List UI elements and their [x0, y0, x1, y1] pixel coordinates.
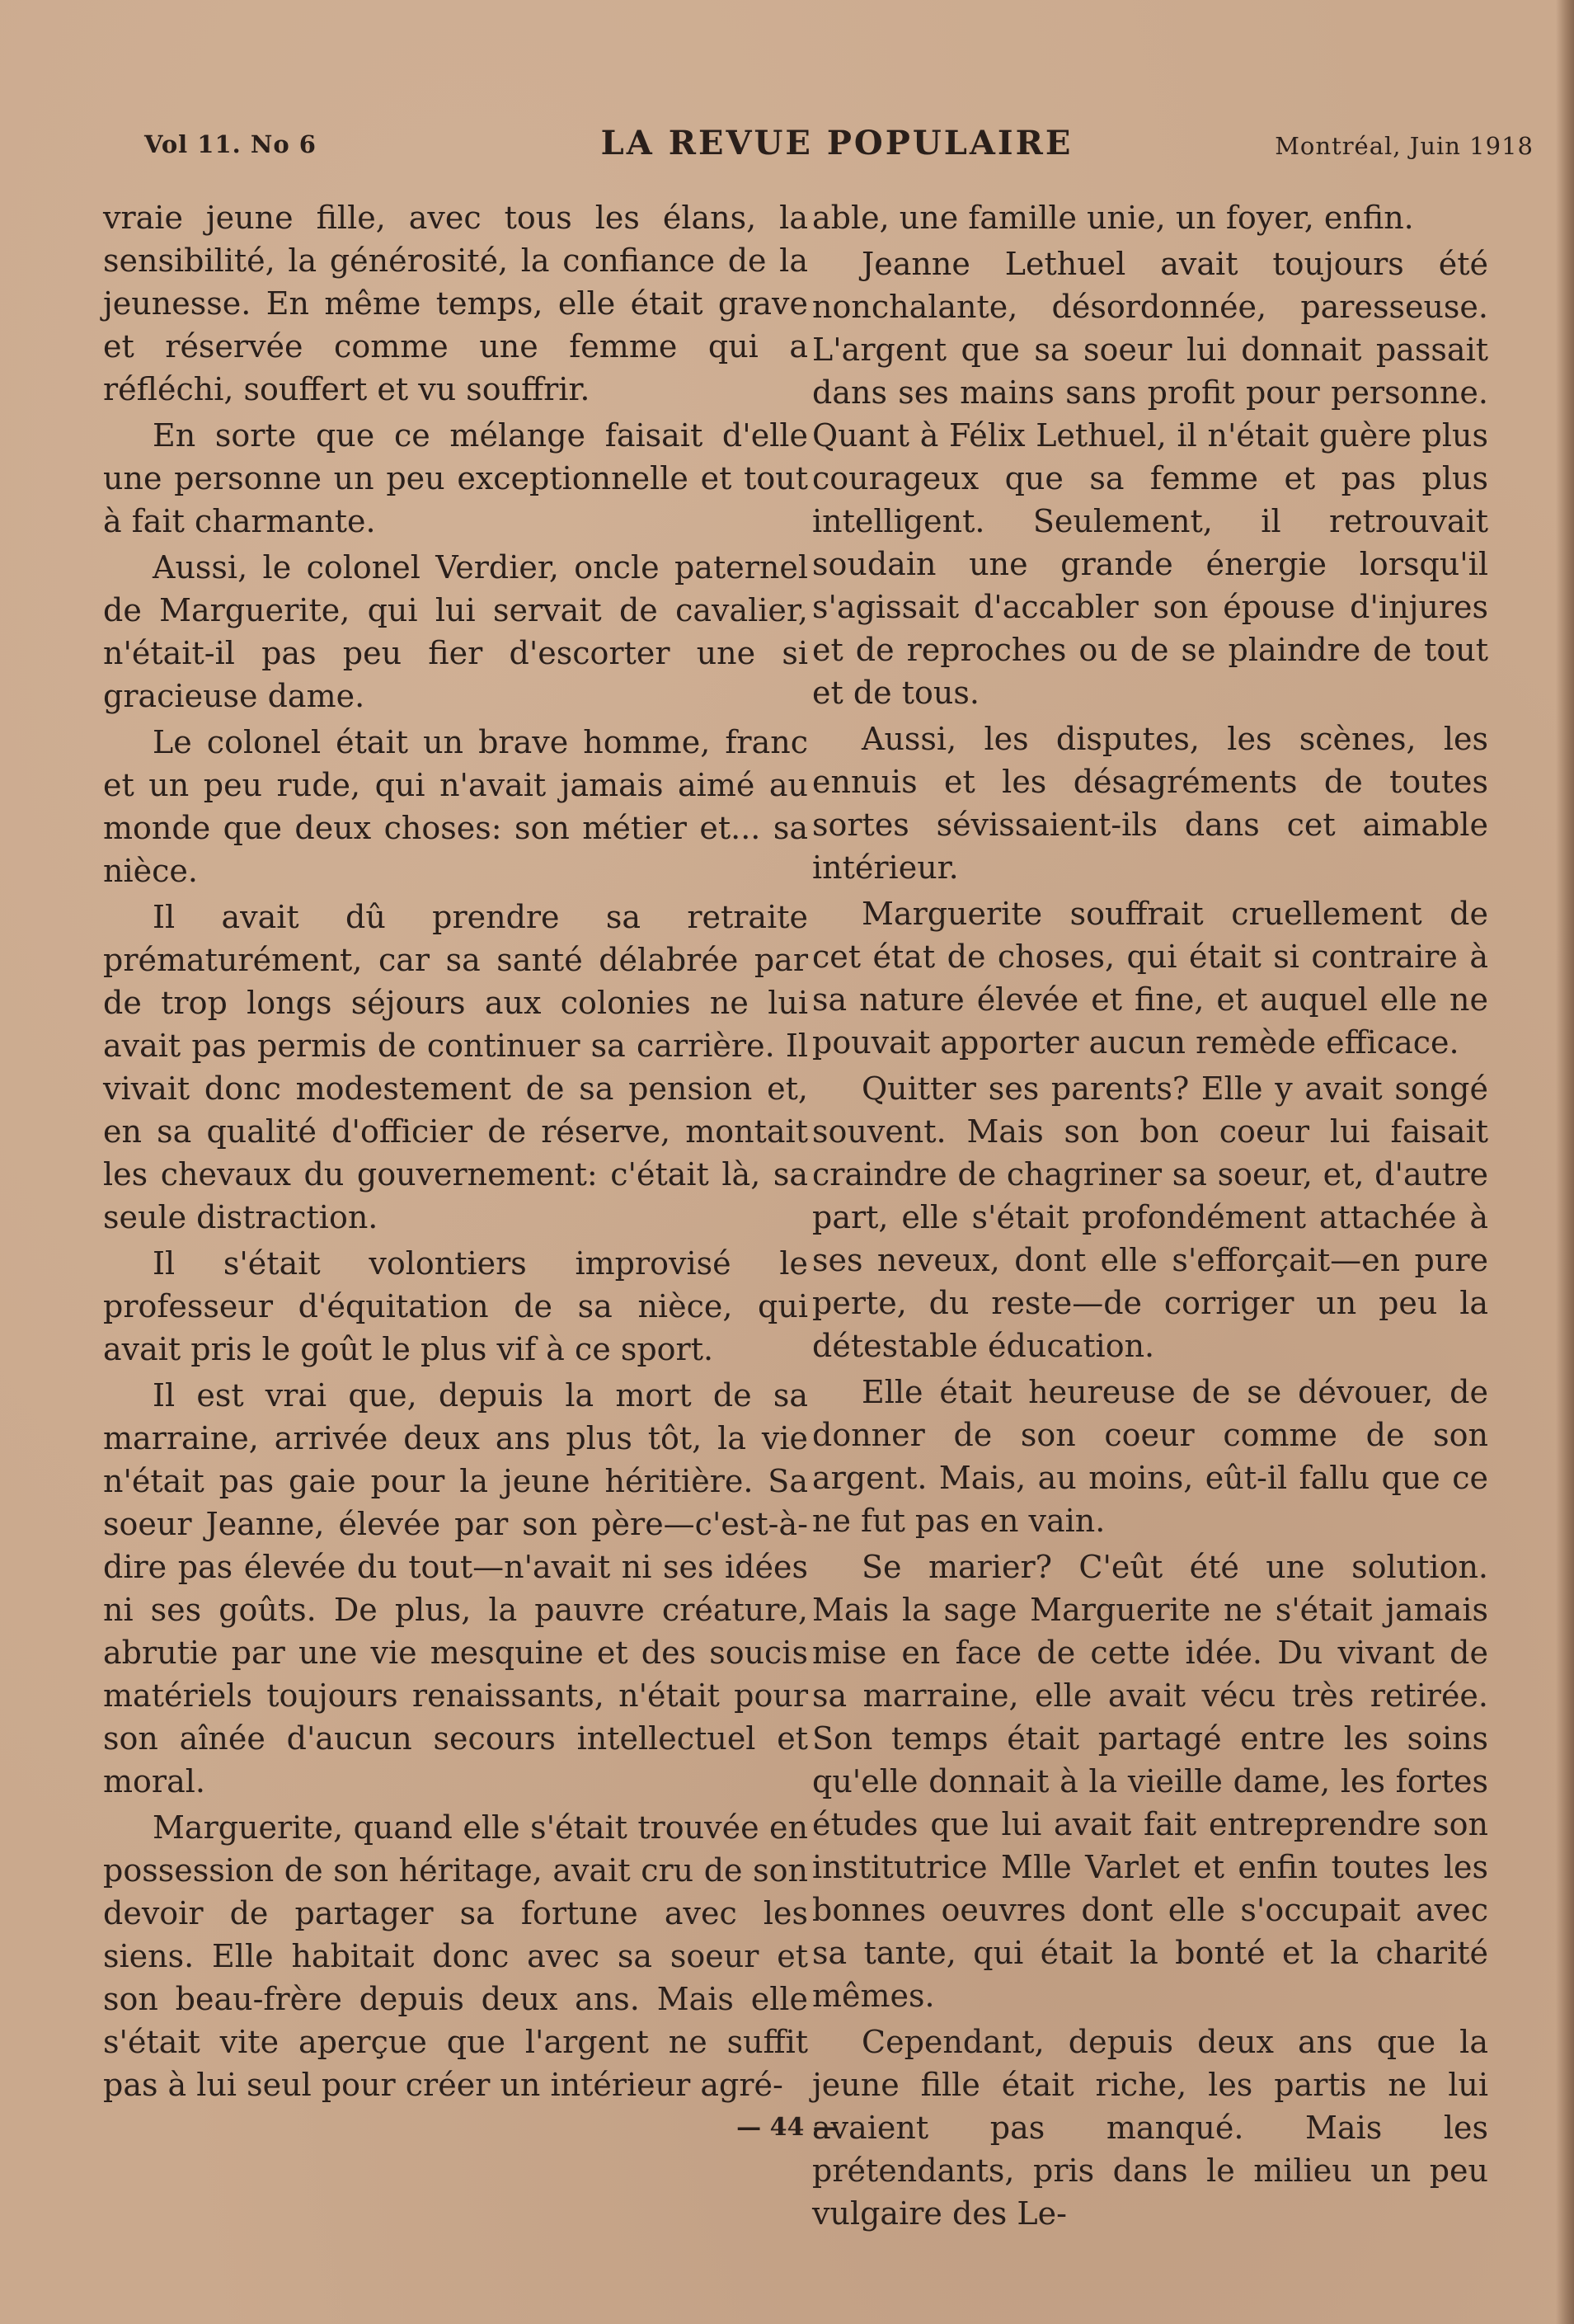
paragraph: Il s'était volontiers improvisé le professeur d'équitation de sa nièce, qui avait pris le goût le plus vif à ce sport. — [103, 1245, 808, 1367]
paragraph: Elle était heureuse de se dévouer, de donner de son coeur comme de son argent. Mais, au moins, eût-il fallu que ce ne fut pas en vain. — [812, 1374, 1488, 1539]
paragraph: Il est vrai que, depuis la mort de sa marraine, arrivée deux ans plus tôt, la vie n'était pas gaie pour la jeune héritière. Sa soeur Jeanne, élevée par son père—c'est-à-dire pas élevée du tout—n'avait ni ses idées ni ses goûts. De plus, la pauvre créature, abrutie par une vie mesquine et des soucis matériels toujours renaissants, n'était pour son aînée d'aucun secours intellectuel et moral. — [103, 1377, 808, 1799]
paragraph: Marguerite souffrait cruellement de cet état de choses, qui était si contraire à sa nature élevée et fine, et auquel elle ne pouvait apporter aucun remède efficace. — [812, 896, 1488, 1061]
page-number: — 44 — — [736, 2113, 838, 2142]
paragraph: Il avait dû prendre sa retraite prématurément, car sa santé délabrée par de trop longs séjours aux colonies ne lui avait pas permis de continuer sa carrière. Il vivait donc modestement de sa pension et, en sa qualité d'officier de réserve, montait les chevaux du gouvernement: c'était là, sa seule distraction. — [103, 899, 808, 1235]
left-column — [103, 196, 808, 2110]
paragraph: able, une famille unie, un foyer, enfin. — [812, 200, 1414, 236]
paragraph: Cependant, depuis deux ans que la jeune fille était riche, les partis ne lui avaient pas manqué. Mais les prétendants, pris dans le milieu un peu vulgaire des Le- — [812, 2024, 1488, 2232]
paragraph: Jeanne Lethuel avait toujours été nonchalante, désordonnée, paresseuse. L'argent que sa soeur lui donnait passait dans ses mains sans profit pour personne. Quant à Félix Lethuel, il n'était guère plus courageux que sa femme et pas plus intelligent. Seulement, il retrouvait soudain une grande énergie lorsqu'il s'agissait d'accabler son épouse d'injures et de reproches ou de se plaindre de tout et de tous. — [812, 246, 1488, 711]
journal-title: LA REVUE POPULAIRE — [600, 124, 1074, 162]
dateline: Montréal, Juin 1918 — [1275, 132, 1534, 160]
right-column — [812, 196, 1488, 2238]
paragraph: Aussi, les disputes, les scènes, les ennuis et les désagréments de toutes sortes sévissaient-ils dans cet aimable intérieur. — [812, 721, 1488, 886]
paragraph: Le colonel était un brave homme, franc et un peu rude, qui n'avait jamais aimé au monde que deux choses: son métier et... sa nièce. — [103, 724, 808, 889]
volume-number: Vol 11. No 6 — [144, 130, 317, 158]
paragraph: Aussi, le colonel Verdier, oncle paternel de Marguerite, qui lui servait de cavalier, n'était-il pas peu fier d'escorter une si gracieuse dame. — [103, 549, 808, 714]
paragraph: En sorte que ce mélange faisait d'elle une personne un peu exceptionnelle et tout à fait charmante. — [103, 417, 808, 539]
paragraph: vraie jeune fille, avec tous les élans, la sensibilité, la générosité, la confiance de la jeunesse. En même temps, elle était grave et réservée comme une femme qui a réfléchi, souffert et vu souffrir. — [103, 200, 808, 407]
running-header — [144, 124, 1534, 173]
paragraph: Quitter ses parents? Elle y avait songé souvent. Mais son bon coeur lui faisait craindre de chagriner sa soeur, et, d'autre part, elle s'était profondément attachée à ses neveux, dont elle s'efforçait—en pure perte, du reste—de corriger un peu la détestable éducation. — [812, 1070, 1488, 1364]
page-edge — [1556, 0, 1574, 2324]
paragraph: Se marier? C'eût été une solution. Mais la sage Marguerite ne s'était jamais mise en face de cette idée. Du vivant de sa marraine, elle avait vécu très retirée. Son temps était partagé entre les soins qu'elle donnait à la vieille dame, les fortes études que lui avait fait entreprendre son institutrice Mlle Varlet et enfin toutes les bonnes oeuvres dont elle s'occupait avec sa tante, qui était la bonté et la charité mêmes. — [812, 1549, 1488, 2014]
paragraph: Marguerite, quand elle s'était trouvée en possession de son héritage, avait cru de son devoir de partager sa fortune avec les siens. Elle habitait donc avec sa soeur et son beau-frère depuis deux ans. Mais elle s'était vite aperçue que l'argent ne suffit pas à lui seul pour créer un intérieur agré- — [103, 1809, 808, 2103]
